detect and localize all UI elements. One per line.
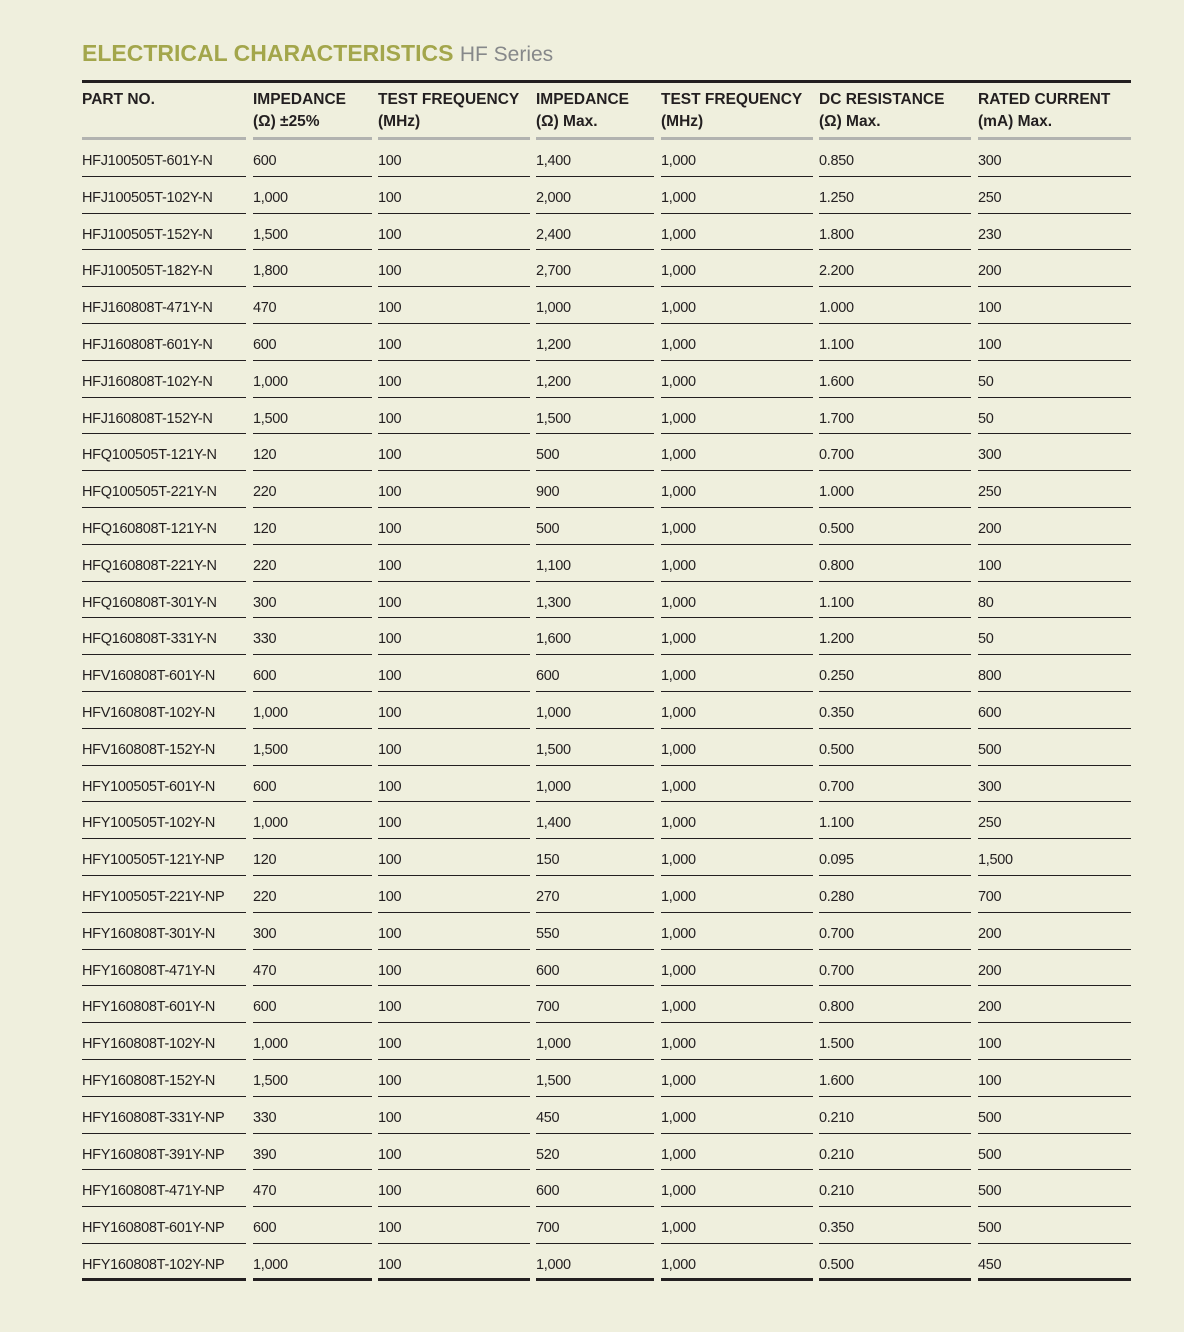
cell-dc-resistance: 2.200 (819, 250, 971, 287)
cell-rated-current: 500 (978, 1134, 1131, 1171)
cell-rated-current: 500 (978, 729, 1131, 766)
cell-impedance-max: 1,000 (536, 766, 654, 803)
cell-impedance-max: 600 (536, 655, 654, 692)
cell-dc-resistance: 0.700 (819, 913, 971, 950)
column-header-line1: DC RESISTANCE (819, 91, 945, 108)
cell-impedance-max: 900 (536, 471, 654, 508)
cell-part-no: HFY160808T-102Y-N (82, 1023, 246, 1060)
table-row (82, 398, 1131, 435)
table-row (82, 729, 1131, 766)
cell-impedance-max: 1,000 (536, 1023, 654, 1060)
cell-part-no: HFV160808T-152Y-N (82, 729, 246, 766)
cell-impedance: 330 (253, 1097, 372, 1134)
cell-rated-current: 800 (978, 655, 1131, 692)
cell-impedance: 1,500 (253, 1060, 372, 1097)
cell-test-frequency-2: 1,000 (661, 1097, 813, 1134)
cell-impedance-max: 1,200 (536, 361, 654, 398)
column-header-line2: (Ω) Max. (536, 113, 598, 130)
cell-rated-current: 200 (978, 508, 1131, 545)
cell-impedance: 600 (253, 986, 372, 1023)
cell-dc-resistance: 1.250 (819, 177, 971, 214)
cell-test-frequency-2: 1,000 (661, 140, 813, 177)
cell-test-frequency: 100 (378, 1207, 530, 1244)
title-main: ELECTRICAL CHARACTERISTICS (82, 40, 454, 66)
cell-impedance: 1,000 (253, 802, 372, 839)
column-header-line1: IMPEDANCE (536, 91, 630, 108)
cell-dc-resistance: 0.210 (819, 1134, 971, 1171)
cell-rated-current: 500 (978, 1207, 1131, 1244)
cell-test-frequency: 100 (378, 766, 530, 803)
cell-dc-resistance: 1.800 (819, 214, 971, 251)
cell-part-no: HFJ100505T-152Y-N (82, 214, 246, 251)
cell-test-frequency: 100 (378, 582, 530, 619)
cell-dc-resistance: 1.000 (819, 287, 971, 324)
cell-impedance: 330 (253, 618, 372, 655)
cell-test-frequency: 100 (378, 1244, 530, 1281)
column-header-impedance (253, 83, 372, 140)
cell-impedance: 220 (253, 545, 372, 582)
cell-test-frequency: 100 (378, 471, 530, 508)
cell-test-frequency: 100 (378, 1134, 530, 1171)
cell-part-no: HFJ160808T-601Y-N (82, 324, 246, 361)
cell-test-frequency: 100 (378, 692, 530, 729)
cell-impedance-max: 550 (536, 913, 654, 950)
cell-test-frequency-2: 1,000 (661, 250, 813, 287)
cell-rated-current: 500 (978, 1170, 1131, 1207)
cell-rated-current: 200 (978, 250, 1131, 287)
cell-part-no: HFY100505T-121Y-NP (82, 839, 246, 876)
cell-test-frequency-2: 1,000 (661, 1134, 813, 1171)
cell-dc-resistance: 0.350 (819, 1207, 971, 1244)
cell-impedance: 600 (253, 1207, 372, 1244)
cell-impedance-max: 600 (536, 1170, 654, 1207)
cell-impedance-max: 1,100 (536, 545, 654, 582)
cell-impedance: 1,000 (253, 1023, 372, 1060)
cell-test-frequency: 100 (378, 729, 530, 766)
column-header-line2: (MHz) (661, 113, 704, 130)
cell-test-frequency-2: 1,000 (661, 214, 813, 251)
cell-test-frequency-2: 1,000 (661, 545, 813, 582)
cell-impedance-max: 1,400 (536, 802, 654, 839)
cell-test-frequency-2: 1,000 (661, 950, 813, 987)
cell-dc-resistance: 0.800 (819, 545, 971, 582)
cell-impedance-max: 1,000 (536, 1244, 654, 1281)
cell-impedance: 600 (253, 655, 372, 692)
cell-test-frequency-2: 1,000 (661, 618, 813, 655)
cell-impedance-max: 1,300 (536, 582, 654, 619)
table-row (82, 1244, 1131, 1281)
cell-part-no: HFY160808T-471Y-N (82, 950, 246, 987)
cell-rated-current: 250 (978, 802, 1131, 839)
cell-impedance-max: 520 (536, 1134, 654, 1171)
cell-rated-current: 1,500 (978, 839, 1131, 876)
cell-test-frequency: 100 (378, 214, 530, 251)
cell-rated-current: 230 (978, 214, 1131, 251)
cell-dc-resistance: 0.500 (819, 729, 971, 766)
table-row (82, 361, 1131, 398)
cell-dc-resistance: 0.800 (819, 986, 971, 1023)
cell-impedance: 390 (253, 1134, 372, 1171)
cell-test-frequency: 100 (378, 140, 530, 177)
cell-test-frequency: 100 (378, 1170, 530, 1207)
table-row (82, 655, 1131, 692)
cell-part-no: HFY160808T-391Y-NP (82, 1134, 246, 1171)
cell-test-frequency-2: 1,000 (661, 1244, 813, 1281)
cell-impedance: 470 (253, 1170, 372, 1207)
cell-dc-resistance: 1.200 (819, 618, 971, 655)
column-header-dc-resistance (819, 83, 971, 140)
cell-test-frequency: 100 (378, 839, 530, 876)
cell-test-frequency: 100 (378, 398, 530, 435)
table-row (82, 950, 1131, 987)
table-row (82, 692, 1131, 729)
cell-rated-current: 600 (978, 692, 1131, 729)
column-header-test-frequency (378, 83, 530, 140)
cell-rated-current: 100 (978, 545, 1131, 582)
cell-part-no: HFQ100505T-221Y-N (82, 471, 246, 508)
table-row (82, 545, 1131, 582)
cell-dc-resistance: 1.600 (819, 1060, 971, 1097)
cell-impedance: 220 (253, 471, 372, 508)
cell-rated-current: 450 (978, 1244, 1131, 1281)
cell-rated-current: 300 (978, 434, 1131, 471)
cell-impedance: 120 (253, 434, 372, 471)
cell-part-no: HFY160808T-331Y-NP (82, 1097, 246, 1134)
cell-part-no: HFY160808T-152Y-N (82, 1060, 246, 1097)
cell-impedance-max: 2,000 (536, 177, 654, 214)
cell-rated-current: 250 (978, 177, 1131, 214)
cell-impedance: 600 (253, 766, 372, 803)
cell-rated-current: 200 (978, 986, 1131, 1023)
cell-impedance-max: 2,700 (536, 250, 654, 287)
column-header-impedance-max (536, 83, 654, 140)
cell-part-no: HFY160808T-102Y-NP (82, 1244, 246, 1281)
table-row (82, 876, 1131, 913)
title-series: HF Series (459, 43, 554, 66)
cell-test-frequency-2: 1,000 (661, 287, 813, 324)
cell-part-no: HFJ160808T-102Y-N (82, 361, 246, 398)
cell-test-frequency-2: 1,000 (661, 1023, 813, 1060)
cell-dc-resistance: 0.210 (819, 1097, 971, 1134)
cell-impedance-max: 1,400 (536, 140, 654, 177)
cell-part-no: HFJ100505T-601Y-N (82, 140, 246, 177)
table-row (82, 287, 1131, 324)
cell-test-frequency-2: 1,000 (661, 766, 813, 803)
cell-test-frequency: 100 (378, 655, 530, 692)
column-header-line2: (MHz) (378, 113, 421, 130)
cell-test-frequency: 100 (378, 250, 530, 287)
cell-test-frequency-2: 1,000 (661, 1207, 813, 1244)
cell-test-frequency-2: 1,000 (661, 177, 813, 214)
cell-impedance: 1,800 (253, 250, 372, 287)
cell-test-frequency-2: 1,000 (661, 324, 813, 361)
cell-impedance-max: 150 (536, 839, 654, 876)
table-row (82, 582, 1131, 619)
cell-test-frequency-2: 1,000 (661, 986, 813, 1023)
cell-test-frequency: 100 (378, 1023, 530, 1060)
cell-impedance-max: 1,600 (536, 618, 654, 655)
column-header-test-frequency-2 (661, 83, 813, 140)
cell-test-frequency: 100 (378, 913, 530, 950)
column-header-line2: (Ω) Max. (819, 113, 881, 130)
cell-impedance-max: 700 (536, 986, 654, 1023)
cell-part-no: HFY100505T-102Y-N (82, 802, 246, 839)
cell-rated-current: 80 (978, 582, 1131, 619)
column-header-line2: (mA) Max. (978, 113, 1053, 130)
cell-impedance: 470 (253, 950, 372, 987)
column-header-line1: PART NO. (82, 91, 155, 108)
cell-test-frequency-2: 1,000 (661, 655, 813, 692)
table-header-row (82, 83, 1131, 140)
cell-impedance-max: 700 (536, 1207, 654, 1244)
table-row (82, 1207, 1131, 1244)
page-title (82, 38, 553, 70)
cell-rated-current: 100 (978, 1060, 1131, 1097)
cell-test-frequency: 100 (378, 876, 530, 913)
table-row (82, 802, 1131, 839)
cell-test-frequency: 100 (378, 324, 530, 361)
cell-dc-resistance: 0.350 (819, 692, 971, 729)
cell-test-frequency: 100 (378, 802, 530, 839)
cell-rated-current: 50 (978, 618, 1131, 655)
cell-part-no: HFY160808T-601Y-N (82, 986, 246, 1023)
table-row (82, 434, 1131, 471)
cell-impedance-max: 2,400 (536, 214, 654, 251)
cell-test-frequency: 100 (378, 287, 530, 324)
table-row (82, 177, 1131, 214)
table-row (82, 986, 1131, 1023)
cell-rated-current: 100 (978, 287, 1131, 324)
column-header-part-no (82, 83, 246, 140)
cell-impedance-max: 600 (536, 950, 654, 987)
cell-part-no: HFQ160808T-121Y-N (82, 508, 246, 545)
table-body (82, 140, 1131, 1281)
cell-rated-current: 100 (978, 1023, 1131, 1060)
cell-test-frequency-2: 1,000 (661, 361, 813, 398)
cell-rated-current: 200 (978, 950, 1131, 987)
cell-part-no: HFQ160808T-331Y-N (82, 618, 246, 655)
column-header-line1: TEST FREQUENCY (378, 91, 520, 108)
cell-dc-resistance: 0.210 (819, 1170, 971, 1207)
cell-dc-resistance: 1.700 (819, 398, 971, 435)
cell-test-frequency-2: 1,000 (661, 582, 813, 619)
cell-impedance: 300 (253, 913, 372, 950)
cell-test-frequency-2: 1,000 (661, 839, 813, 876)
cell-rated-current: 300 (978, 140, 1131, 177)
cell-impedance-max: 500 (536, 508, 654, 545)
column-header-line1: TEST FREQUENCY (661, 91, 803, 108)
table-row (82, 913, 1131, 950)
cell-impedance-max: 1,500 (536, 1060, 654, 1097)
cell-dc-resistance: 1.100 (819, 802, 971, 839)
cell-test-frequency-2: 1,000 (661, 876, 813, 913)
cell-impedance: 300 (253, 582, 372, 619)
cell-impedance: 1,000 (253, 692, 372, 729)
cell-impedance: 1,000 (253, 1244, 372, 1281)
cell-impedance: 470 (253, 287, 372, 324)
cell-rated-current: 50 (978, 398, 1131, 435)
table-row (82, 250, 1131, 287)
cell-impedance-max: 1,500 (536, 398, 654, 435)
cell-rated-current: 500 (978, 1097, 1131, 1134)
cell-dc-resistance: 0.850 (819, 140, 971, 177)
cell-dc-resistance: 0.095 (819, 839, 971, 876)
cell-part-no: HFJ160808T-152Y-N (82, 398, 246, 435)
cell-test-frequency-2: 1,000 (661, 1060, 813, 1097)
cell-dc-resistance: 1.100 (819, 582, 971, 619)
cell-test-frequency-2: 1,000 (661, 692, 813, 729)
cell-dc-resistance: 1.500 (819, 1023, 971, 1060)
cell-test-frequency: 100 (378, 508, 530, 545)
cell-dc-resistance: 1.100 (819, 324, 971, 361)
table-row (82, 1134, 1131, 1171)
cell-impedance: 1,500 (253, 729, 372, 766)
cell-rated-current: 700 (978, 876, 1131, 913)
cell-part-no: HFV160808T-102Y-N (82, 692, 246, 729)
cell-impedance-max: 500 (536, 434, 654, 471)
cell-dc-resistance: 0.700 (819, 950, 971, 987)
table-row (82, 766, 1131, 803)
table-row (82, 508, 1131, 545)
column-header-line1: IMPEDANCE (253, 91, 347, 108)
cell-dc-resistance: 0.700 (819, 766, 971, 803)
cell-test-frequency: 100 (378, 177, 530, 214)
cell-part-no: HFY160808T-601Y-NP (82, 1207, 246, 1244)
cell-impedance: 600 (253, 324, 372, 361)
cell-test-frequency: 100 (378, 361, 530, 398)
table-row (82, 618, 1131, 655)
cell-test-frequency-2: 1,000 (661, 434, 813, 471)
cell-part-no: HFY160808T-471Y-NP (82, 1170, 246, 1207)
table-row (82, 1170, 1131, 1207)
column-header-rated-current (978, 83, 1131, 140)
cell-test-frequency-2: 1,000 (661, 913, 813, 950)
table-row (82, 140, 1131, 177)
table-row (82, 1023, 1131, 1060)
cell-dc-resistance: 0.700 (819, 434, 971, 471)
cell-impedance: 220 (253, 876, 372, 913)
cell-impedance: 1,000 (253, 361, 372, 398)
table-row (82, 214, 1131, 251)
cell-impedance-max: 270 (536, 876, 654, 913)
cell-test-frequency-2: 1,000 (661, 508, 813, 545)
cell-dc-resistance: 1.600 (819, 361, 971, 398)
cell-test-frequency: 100 (378, 618, 530, 655)
cell-impedance: 1,500 (253, 398, 372, 435)
cell-part-no: HFJ100505T-102Y-N (82, 177, 246, 214)
cell-test-frequency: 100 (378, 1097, 530, 1134)
cell-test-frequency: 100 (378, 950, 530, 987)
cell-rated-current: 200 (978, 913, 1131, 950)
cell-part-no: HFQ160808T-221Y-N (82, 545, 246, 582)
cell-test-frequency-2: 1,000 (661, 802, 813, 839)
table-row (82, 1060, 1131, 1097)
cell-part-no: HFQ100505T-121Y-N (82, 434, 246, 471)
column-header-line1: RATED CURRENT (978, 91, 1111, 108)
cell-test-frequency-2: 1,000 (661, 471, 813, 508)
cell-test-frequency-2: 1,000 (661, 1170, 813, 1207)
table-row (82, 471, 1131, 508)
cell-impedance-max: 450 (536, 1097, 654, 1134)
cell-test-frequency-2: 1,000 (661, 729, 813, 766)
cell-impedance: 1,000 (253, 177, 372, 214)
cell-dc-resistance: 0.500 (819, 1244, 971, 1281)
cell-part-no: HFV160808T-601Y-N (82, 655, 246, 692)
cell-test-frequency: 100 (378, 545, 530, 582)
cell-impedance: 1,500 (253, 214, 372, 251)
cell-rated-current: 50 (978, 361, 1131, 398)
cell-rated-current: 100 (978, 324, 1131, 361)
cell-part-no: HFY160808T-301Y-N (82, 913, 246, 950)
table-row (82, 839, 1131, 876)
cell-dc-resistance: 1.000 (819, 471, 971, 508)
cell-rated-current: 250 (978, 471, 1131, 508)
cell-impedance: 120 (253, 839, 372, 876)
cell-part-no: HFQ160808T-301Y-N (82, 582, 246, 619)
cell-impedance-max: 1,500 (536, 729, 654, 766)
cell-impedance: 600 (253, 140, 372, 177)
cell-part-no: HFY100505T-221Y-NP (82, 876, 246, 913)
cell-part-no: HFJ160808T-471Y-N (82, 287, 246, 324)
cell-dc-resistance: 0.280 (819, 876, 971, 913)
cell-rated-current: 300 (978, 766, 1131, 803)
cell-impedance-max: 1,200 (536, 324, 654, 361)
cell-dc-resistance: 0.500 (819, 508, 971, 545)
column-header-line2: (Ω) ±25% (253, 113, 320, 130)
cell-test-frequency-2: 1,000 (661, 398, 813, 435)
cell-test-frequency: 100 (378, 986, 530, 1023)
cell-impedance: 120 (253, 508, 372, 545)
cell-test-frequency: 100 (378, 434, 530, 471)
table-row (82, 1097, 1131, 1134)
electrical-characteristics-table (82, 83, 1131, 1281)
table-row (82, 324, 1131, 361)
cell-part-no: HFJ100505T-182Y-N (82, 250, 246, 287)
cell-test-frequency: 100 (378, 1060, 530, 1097)
cell-part-no: HFY100505T-601Y-N (82, 766, 246, 803)
cell-impedance-max: 1,000 (536, 287, 654, 324)
cell-impedance-max: 1,000 (536, 692, 654, 729)
cell-dc-resistance: 0.250 (819, 655, 971, 692)
